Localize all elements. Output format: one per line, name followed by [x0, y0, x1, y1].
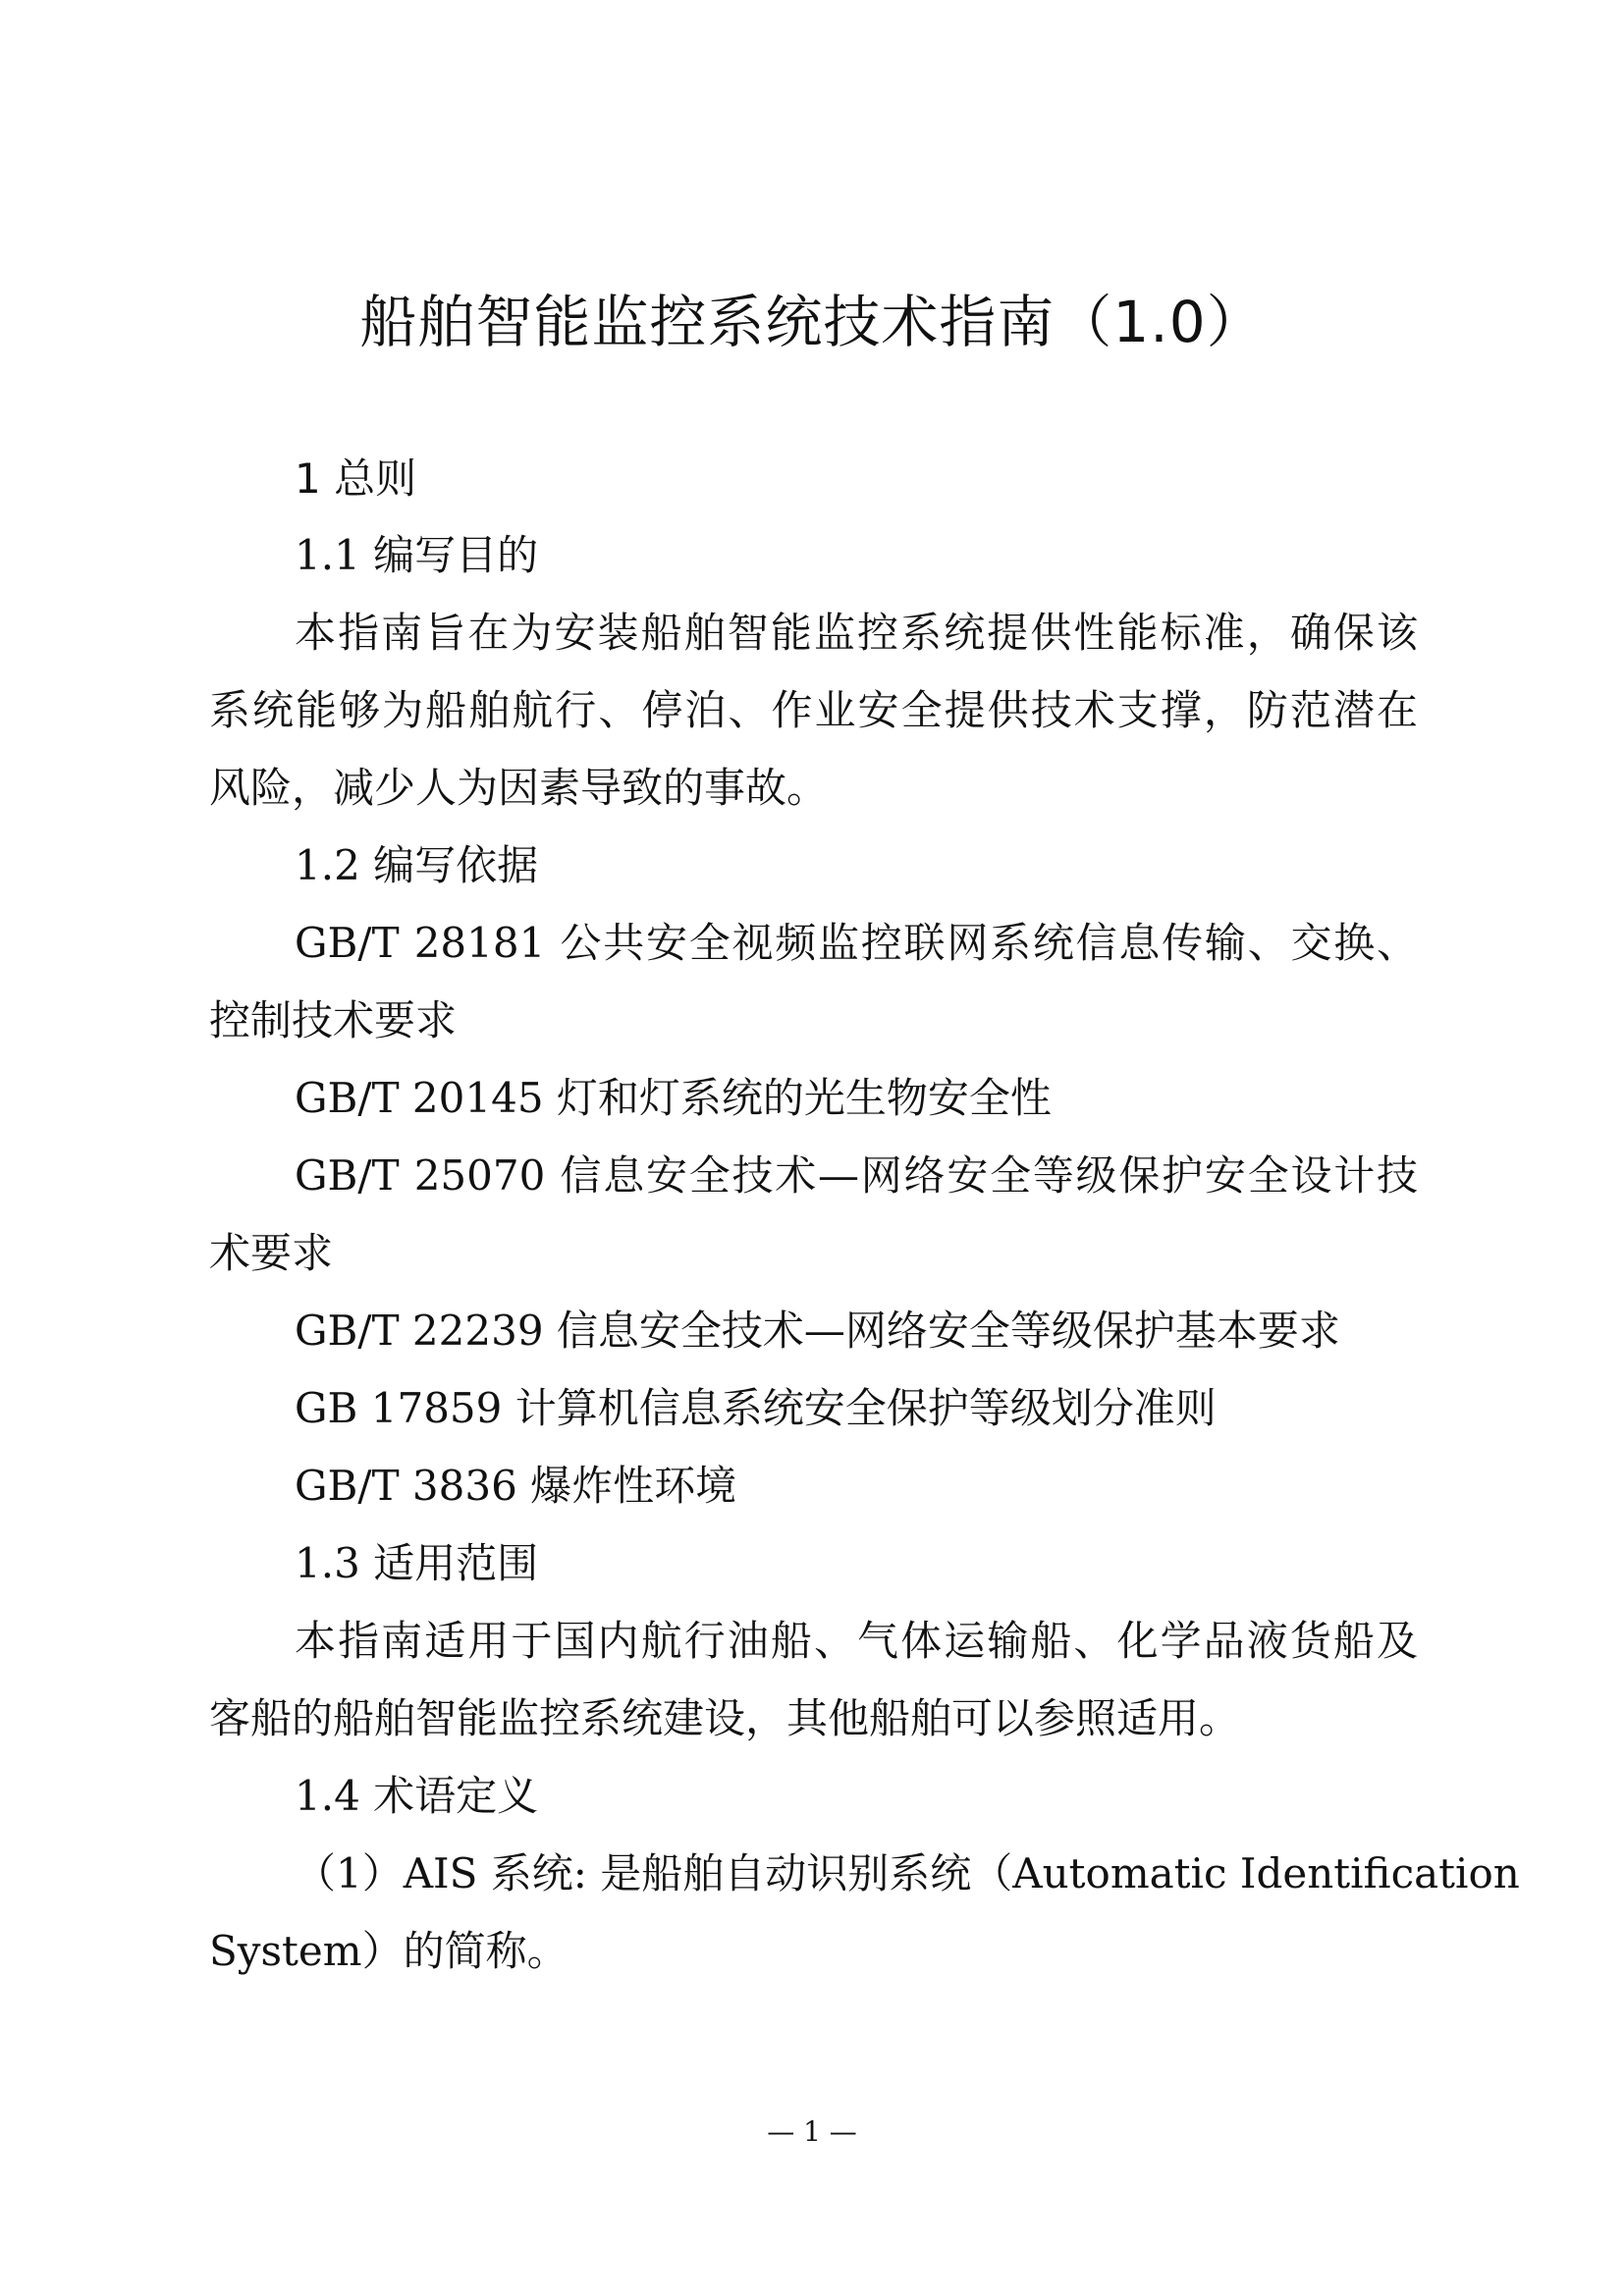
reference-line: GB 17859 计算机信息系统安全保护等级划分准则: [295, 1384, 1217, 1432]
page-number: — 1 —: [767, 2115, 857, 2148]
paragraph-line: 风险，减少人为因素导致的事故。: [209, 764, 829, 812]
paragraph-line: 本指南适用于国内航行油船、气体运输船、化学品液货船及: [295, 1617, 1418, 1665]
reference-line: 控制技术要求: [209, 996, 458, 1044]
section-heading-general: 1 总则: [295, 454, 417, 503]
reference-line: GB/T 22239 信息安全技术—网络安全等级保护基本要求: [295, 1307, 1340, 1355]
paragraph-line: （1）AIS 系统: 是船舶自动识别系统（Automatic Identification: [295, 1849, 1520, 1897]
document-title: 船舶智能监控系统技术指南（1.0）: [359, 289, 1265, 355]
reference-line: GB/T 28181 公共安全视频监控联网系统信息传输、交换、: [295, 919, 1418, 967]
section-heading-scope: 1.3 适用范围: [295, 1539, 539, 1587]
section-heading-purpose: 1.1 编写目的: [295, 531, 539, 579]
paragraph-line: System）的简称。: [209, 1927, 568, 1975]
reference-line: GB/T 25070 信息安全技术—网络安全等级保护安全设计技: [295, 1151, 1418, 1200]
reference-line: GB/T 3836 爆炸性环境: [295, 1462, 737, 1510]
paragraph-line: 客船的船舶智能监控系统建设，其他船舶可以参照适用。: [209, 1694, 1241, 1742]
reference-line: 术要求: [209, 1229, 334, 1277]
paragraph-line: 本指南旨在为安装船舶智能监控系统提供性能标准，确保该: [295, 609, 1418, 657]
paragraph-line: 系统能够为船舶航行、停泊、作业安全提供技术支撑，防范潜在: [209, 686, 1418, 734]
reference-line: GB/T 20145 灯和灯系统的光生物安全性: [295, 1074, 1052, 1122]
section-heading-basis: 1.2 编写依据: [295, 841, 539, 889]
section-heading-terms: 1.4 术语定义: [295, 1772, 539, 1820]
